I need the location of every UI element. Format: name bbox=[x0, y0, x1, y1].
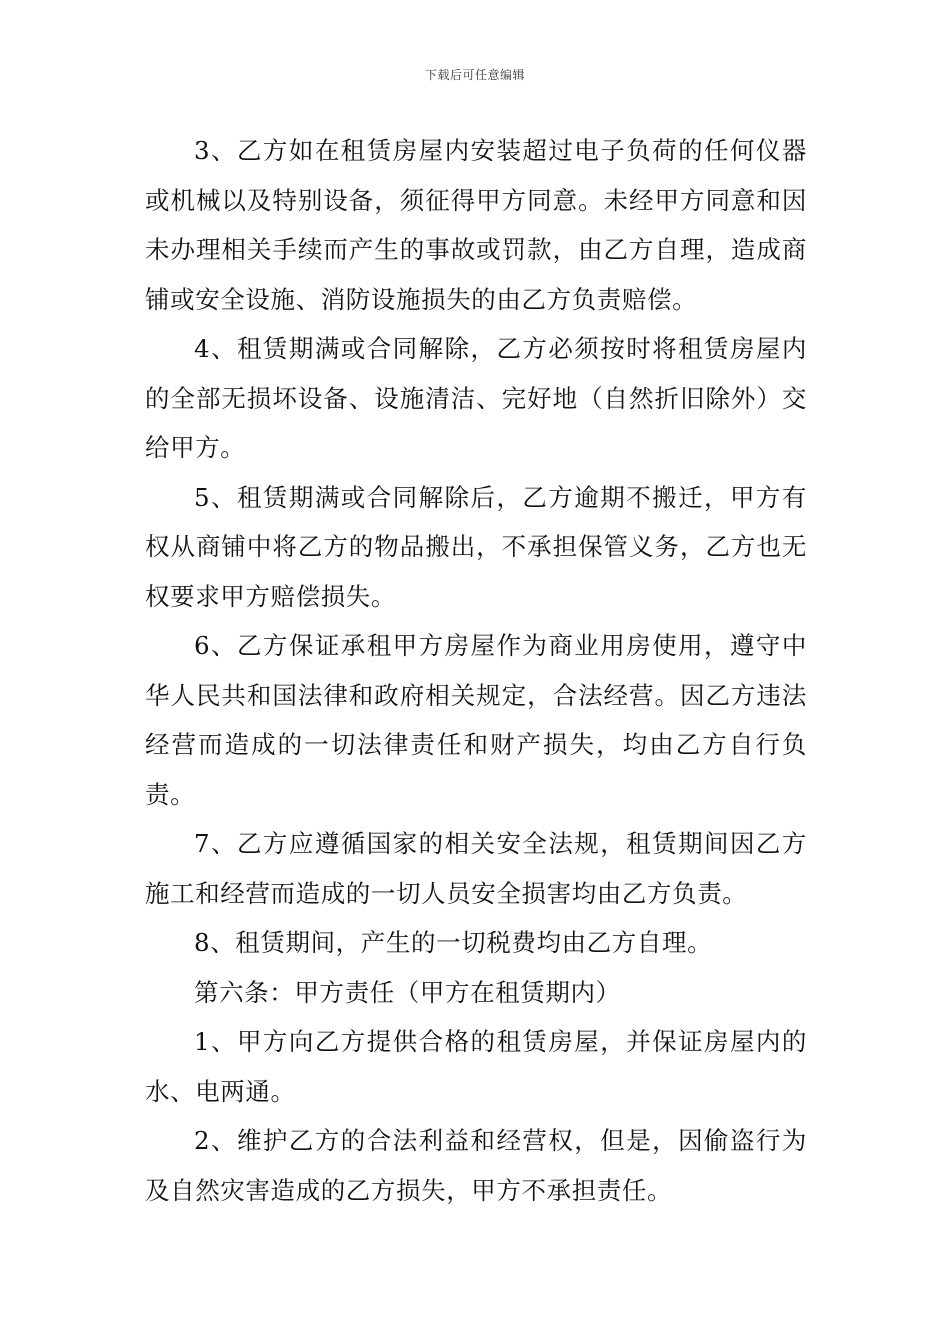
paragraph-clause-8: 8、租赁期间，产生的一切税费均由乙方自理。 bbox=[194, 928, 713, 957]
header-note: 下载后可任意编辑 bbox=[424, 68, 525, 82]
paragraph-landlord-2: 2、维护乙方的合法利益和经营权，但是，因偷盗行为及自然灾害造成的乙方损失，甲方不承担责任。 bbox=[145, 1126, 807, 1205]
paragraph-clause-4: 4、租赁期满或合同解除，乙方必须按时将租赁房屋内的全部无损坏设备、设施清洁、完好地（自然折旧除外）交给甲方。 bbox=[145, 334, 807, 462]
document-body bbox=[145, 126, 807, 1215]
paragraph-clause-7: 7、乙方应遵循国家的相关安全法规，租赁期间因乙方施工和经营而造成的一切人员安全损害均由乙方负责。 bbox=[145, 829, 807, 908]
paragraph-landlord-1: 1、甲方向乙方提供合格的租赁房屋，并保证房屋内的水、电两通。 bbox=[145, 1027, 807, 1106]
paragraph-clause-3: 3、乙方如在租赁房屋内安装超过电子负荷的任何仪器或机械以及特别设备，须征得甲方同意。未经甲方同意和因未办理相关手续而产生的事故或罚款，由乙方自理，造成商铺或安全设施、消防设施损失的由乙方负责赔偿。 bbox=[145, 136, 807, 314]
section-heading-article-6: 第六条：甲方责任（甲方在租赁期内） bbox=[194, 977, 621, 1007]
paragraph-clause-5: 5、租赁期满或合同解除后，乙方逾期不搬迁，甲方有权从商铺中将乙方的物品搬出，不承担保管义务，乙方也无权要求甲方赔偿损失。 bbox=[145, 482, 807, 611]
paragraph-clause-6: 6、乙方保证承租甲方房屋作为商业用房使用，遵守中华人民共和国法律和政府相关规定，合法经营。因乙方违法经营而造成的一切法律责任和财产损失，均由乙方自行负责。 bbox=[145, 631, 807, 809]
